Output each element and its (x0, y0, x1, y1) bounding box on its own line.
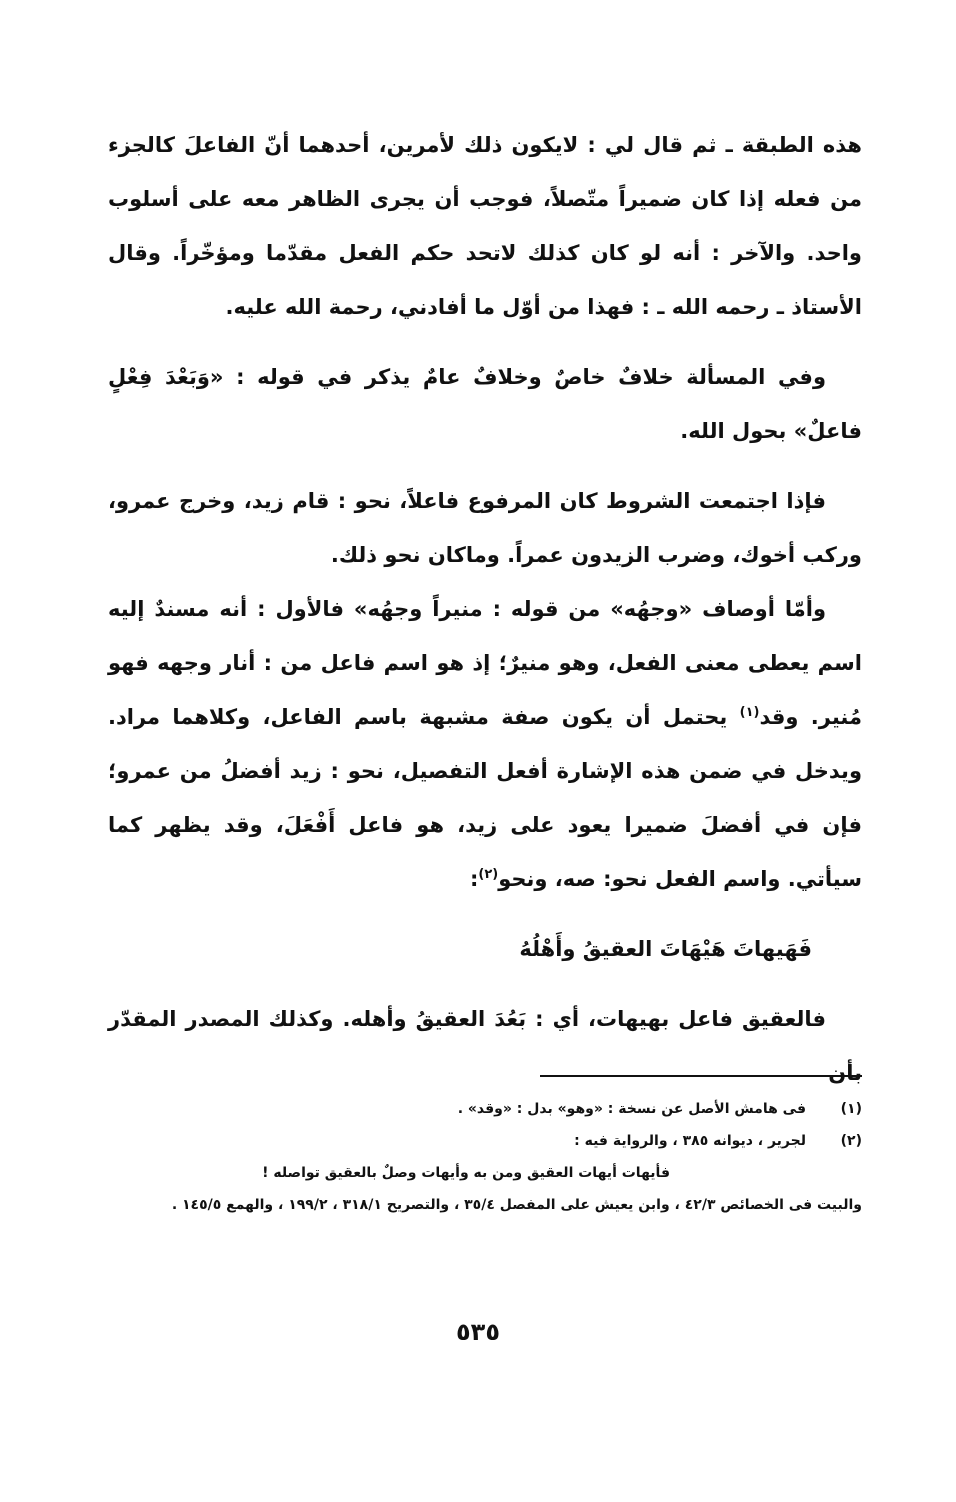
footnote-1 (108, 1093, 862, 1125)
main-text (108, 118, 862, 1100)
paragraph-1: هذه الطبقة ـ ثم قال لي : لايكون ذلك لأمرين، أحدهما أنّ الفاعلَ كالجزء من فعله إذا كان ضميراً متّصلاً، فوجب أن يجرى الظاهر معه على أسلوب واحد. والآخر : أنه لو كان كذلك لاتحد حكم الفعل مقدّما ومؤخّراً. وقال الأستاذ ـ رحمه الله ـ : فهذا من أوّل ما أفادني، رحمة الله عليه. (108, 133, 862, 319)
footnote-2-number: (٢) (840, 1133, 862, 1149)
footnote-1-text: فى هامش الأصل عن نسخة : «وهو» بدل : «وقد» . (457, 1101, 806, 1117)
paragraph-3: فإذا اجتمعت الشروط كان المرفوع فاعلاً، نحو : قام زيد، وخرج عمرو، وركب أخوك، وضرب الزيدون عمراً. وماكان نحو ذلك. (108, 489, 862, 567)
footnote-2-text: لجرير ، ديوانه ٣٨٥ ، والرواية فيه : (574, 1133, 806, 1149)
quoted-verse: فَهَيهاتَ هَيْهَاتَ العقيقُ وأَهْلُهُ (519, 937, 812, 961)
paragraph-4 (108, 582, 862, 906)
footnote-ref-1: (١) (739, 705, 760, 720)
footnote-2 (108, 1125, 862, 1221)
paragraph-4-text-c: : (469, 867, 479, 891)
footnote-ref-2: (٢) (478, 867, 499, 882)
footnote-separator (540, 1075, 862, 1077)
paragraph-4-text-b: يحتمل أن يكون صفة مشبهة باسم الفاعل، وكلاهما مراد. ويدخل في ضمن هذه الإشارة أفعل التفصيل، نحو : زيد أفضلُ من عمرو؛ فإن في أفضلَ ضميرا يعود على زيد، هو فاعل أَفْعَلَ، وقد يظهر كما سيأتي. واسم الفعل نحو: صه، ونحو (108, 705, 862, 891)
paragraph-2: وفي المسألة خلافٌ خاصٌ وخلافٌ عامٌ يذكر في قوله : «وَبَعْدَ فِعْلٍ فاعلٌ» بحول الله. (108, 365, 862, 443)
paragraph-4-text-a: وأمّا أوصاف «وجهُه» من قوله : منيراً وجهُه» فالأول : أنه مسندٌ إليه اسم يعطى معنى الفعل، وهو منيرٌ؛ إذ هو اسم فاعل من : أنار وجهه فهو مُنير. وقد (108, 597, 862, 729)
page-number: ٥٣٥ (456, 1318, 500, 1346)
footnote-1-number: (١) (840, 1101, 862, 1117)
footnote-2-continuation: والبيت فى الخصائص ٤٢/٣ ، وابن يعيش على المفصل ٣٥/٤ ، والتصريح ٣١٨/١ ، ١٩٩/٢ ، والهمع ١٤٥/٥ . (171, 1197, 862, 1213)
footnote-2-body (108, 1125, 862, 1221)
paragraph-5: فالعقيق فاعل بهيهات، أي : بَعُدَ العقيقُ وأهله. وكذلك المصدر المقدّر بأن (108, 1007, 862, 1085)
footnotes (108, 1093, 862, 1221)
footnote-2-verse: فأيهات أيهات العقيق ومن به وأيهات وصلٌ بالعقيق تواصله ! (262, 1165, 670, 1181)
